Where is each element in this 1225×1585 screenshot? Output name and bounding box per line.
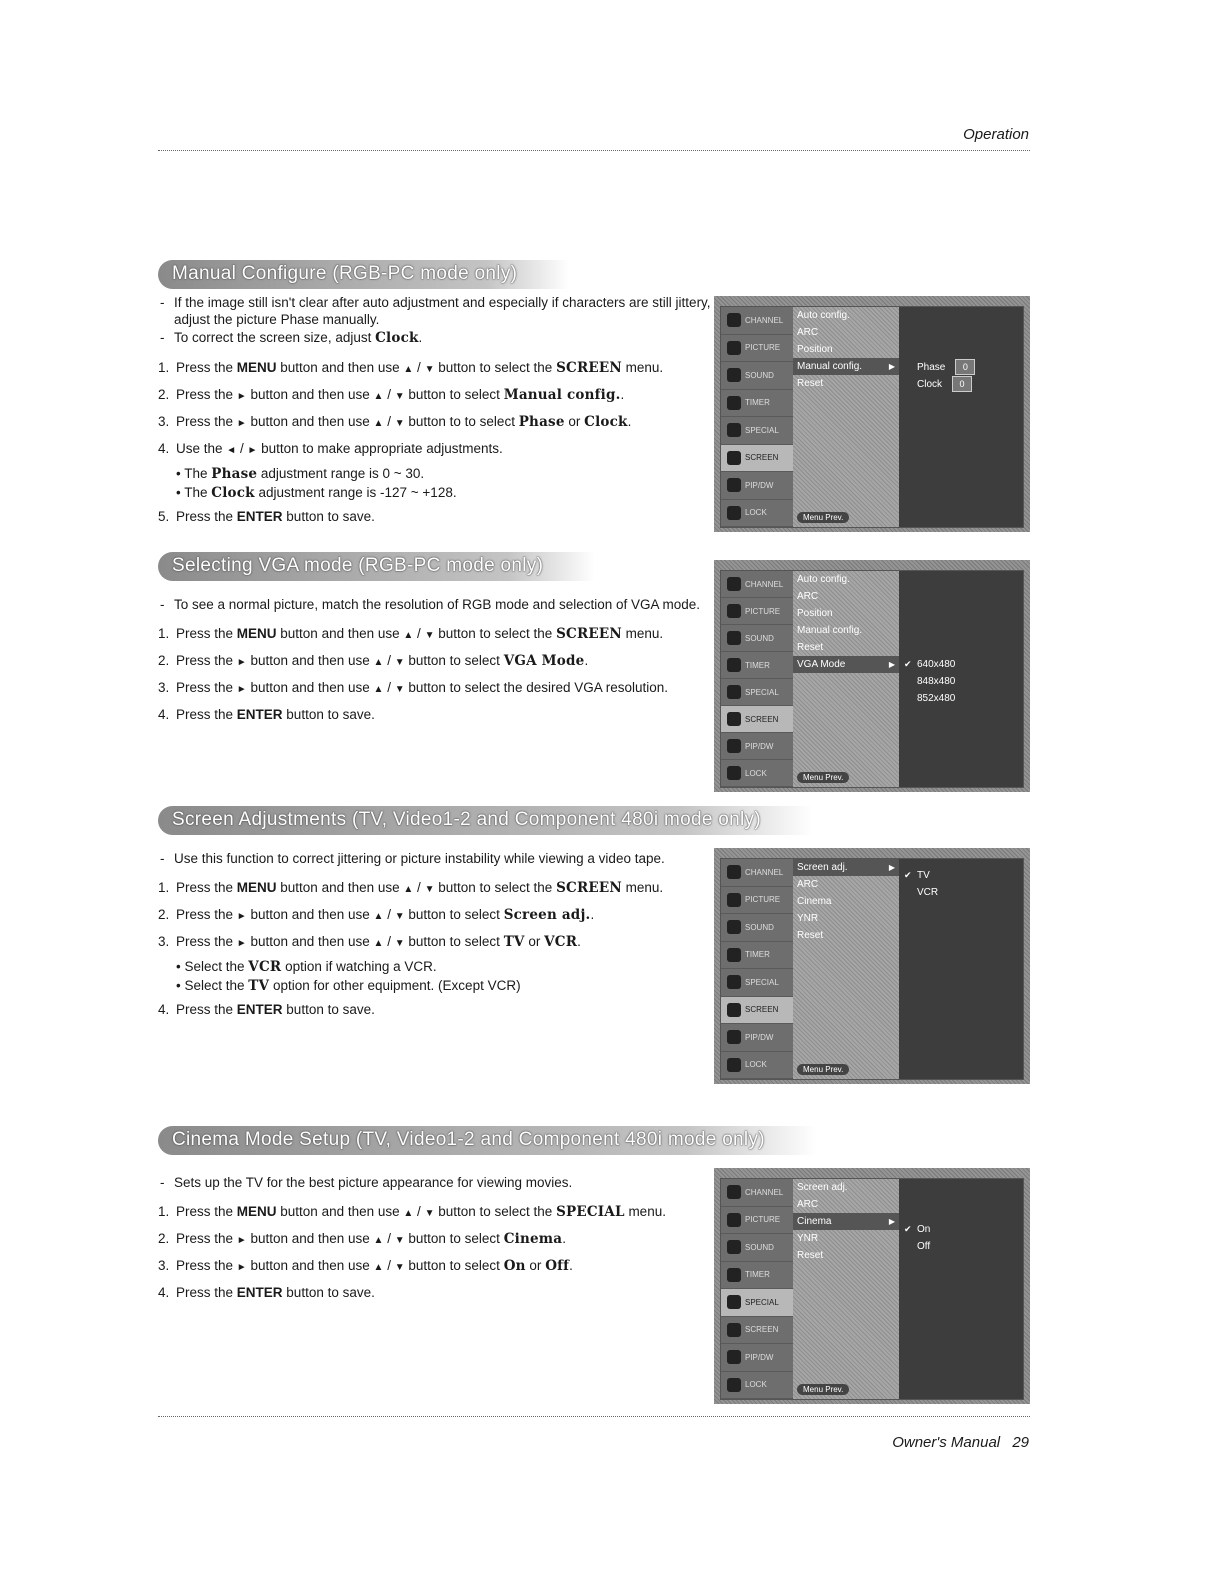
step-item: 3. Press the ► button and then use ▲ / ▼ button to select On or Off.	[158, 1258, 573, 1274]
timer-icon	[727, 1268, 741, 1282]
channel-icon	[727, 577, 741, 591]
osd-item-selected: VGA Mode ▶	[793, 656, 899, 673]
channel-icon	[727, 1185, 741, 1199]
pip-icon	[727, 1350, 741, 1364]
osd-tab-screen: SCREEN	[721, 445, 793, 473]
osd-menu-bar: Menu Prev.	[797, 1384, 849, 1395]
osd-submenu	[793, 859, 899, 1079]
section-screen-adjustments	[158, 806, 1030, 1096]
sound-icon	[727, 368, 741, 382]
osd-item-selected: Cinema ▶	[793, 1213, 899, 1230]
note-item: - To see a normal picture, match the resolution of RGB mode and selection of VGA mode.	[160, 597, 701, 612]
osd-menu-bar: Menu Prev.	[797, 772, 849, 783]
step-item: 1. Press the MENU button and then use ▲ / ▼ button to select the SPECIAL menu.	[158, 1204, 666, 1220]
osd-tab-timer: TIMER	[721, 942, 793, 970]
footer-rule	[158, 1416, 1030, 1417]
osd-item: Cinema	[797, 896, 832, 907]
header-rule	[158, 150, 1030, 151]
lock-icon	[727, 1378, 741, 1392]
step-item: 1. Press the MENU button and then use ▲ / ▼ button to select the SCREEN menu.	[158, 880, 664, 896]
osd-tab-timer: TIMER	[721, 390, 793, 418]
step-item: 4. Press the ENTER button to save.	[158, 707, 375, 722]
bullet-item: • Select the TV option for other equipment. (Except VCR)	[176, 978, 521, 994]
picture-icon	[727, 341, 741, 355]
bullet-item: • The Phase adjustment range is 0 ~ 30.	[176, 466, 425, 482]
osd-item: Reset	[797, 642, 824, 653]
osd-tab-screen: SCREEN	[721, 1317, 793, 1345]
osd-tab-pipdw: PIP/DW	[721, 733, 793, 760]
osd-item: Auto config.	[797, 310, 850, 321]
channel-icon	[727, 313, 741, 327]
pip-icon	[727, 478, 741, 492]
osd-option-848x480: 848x480	[917, 676, 956, 687]
osd-tab-sound: SOUND	[721, 625, 793, 652]
osd-item: Position	[797, 344, 833, 355]
step-item: 3. Press the ► button and then use ▲ / ▼ button to select TV or VCR.	[158, 934, 581, 950]
step-item: 2. Press the ► button and then use ▲ / ▼ button to select VGA Mode.	[158, 653, 589, 669]
osd-menu-bar: Menu Prev.	[797, 1064, 849, 1075]
osd-tab-special: SPECIAL	[721, 1289, 793, 1317]
osd-tab-channel: CHANNEL	[721, 571, 793, 598]
osd-tab-special: SPECIAL	[721, 417, 793, 445]
lock-icon	[727, 766, 741, 780]
section-title: Selecting VGA mode (RGB-PC mode only)	[158, 552, 595, 581]
osd-item: Auto config.	[797, 574, 850, 585]
step-item: 3. Press the ► button and then use ▲ / ▼ button to select the desired VGA resolution.	[158, 680, 669, 695]
osd-tab-channel: CHANNEL	[721, 859, 793, 887]
special-icon	[727, 685, 741, 699]
section-cinema-mode	[158, 1126, 1030, 1406]
osd-tab-sound: SOUND	[721, 362, 793, 390]
pip-icon	[727, 739, 741, 753]
step-item: 5. Press the ENTER button to save.	[158, 509, 375, 524]
page-number: 29	[1012, 1434, 1029, 1451]
note-item: - If the image still isn't clear after auto adjustment and especially if characters are still jittery, adjust the picture Phase manually.	[160, 295, 711, 327]
osd-cinema-menu	[714, 1168, 1030, 1404]
osd-tab-picture: PICTURE	[721, 598, 793, 625]
section-title: Manual Configure (RGB-PC mode only)	[158, 260, 569, 289]
screen-icon	[727, 712, 741, 726]
osd-item: ARC	[797, 327, 819, 338]
osd-tab-channel: CHANNEL	[721, 307, 793, 335]
osd-options	[899, 859, 1023, 1079]
step-item: 3. Press the ► button and then use ▲ / ▼ button to to select Phase or Clock.	[158, 414, 632, 430]
special-icon	[727, 1295, 741, 1309]
osd-item: Reset	[797, 930, 824, 941]
osd-item: ARC	[797, 591, 819, 602]
osd-submenu	[793, 571, 899, 787]
step-item: 1. Press the MENU button and then use ▲ / ▼ button to select the SCREEN menu.	[158, 360, 664, 376]
note-item: - To correct the screen size, adjust Clock.	[160, 330, 423, 346]
osd-tab-channel: CHANNEL	[721, 1179, 793, 1207]
osd-item: ARC	[797, 1199, 819, 1210]
channel-icon	[727, 865, 741, 879]
osd-screen-menu	[714, 296, 1030, 532]
step-item: 4. Press the ENTER button to save.	[158, 1002, 375, 1017]
osd-option-phase: Phase 0	[899, 358, 1023, 375]
osd-tab-list	[721, 571, 793, 787]
osd-tab-pipdw: PIP/DW	[721, 1344, 793, 1372]
picture-icon	[727, 893, 741, 907]
osd-options	[899, 571, 1023, 787]
osd-item: YNR	[797, 913, 819, 924]
page-header-title: Operation	[963, 126, 1029, 143]
osd-option-on: ✔ On	[899, 1221, 1023, 1238]
osd-item: Reset	[797, 1250, 824, 1261]
osd-item: ARC	[797, 879, 819, 890]
screen-icon	[727, 1323, 741, 1337]
osd-tab-sound: SOUND	[721, 1234, 793, 1262]
osd-tab-picture: PICTURE	[721, 887, 793, 915]
lock-icon	[727, 1058, 741, 1072]
step-item: 2. Press the ► button and then use ▲ / ▼ button to select Cinema.	[158, 1231, 566, 1247]
osd-item: Manual config.	[797, 625, 863, 636]
osd-options	[899, 307, 1023, 527]
osd-submenu	[793, 307, 899, 527]
osd-item-selected: Manual config. ▶	[793, 358, 899, 375]
osd-tab-pipdw: PIP/DW	[721, 1024, 793, 1052]
section-title: Screen Adjustments (TV, Video1-2 and Component 480i mode only)	[158, 806, 813, 835]
osd-vga-menu	[714, 560, 1030, 792]
section-title: Cinema Mode Setup (TV, Video1-2 and Component 480i mode only)	[158, 1126, 817, 1155]
lock-icon	[727, 506, 741, 520]
footer-manual-title: Owner's Manual	[892, 1434, 1001, 1451]
osd-item: Screen adj.	[797, 1182, 848, 1193]
osd-menu-bar: Menu Prev.	[797, 512, 849, 523]
osd-option-tv: ✔ TV	[899, 867, 1023, 884]
osd-tab-lock: LOCK	[721, 760, 793, 787]
osd-tab-pipdw: PIP/DW	[721, 472, 793, 500]
note-item: - Use this function to correct jittering or picture instability while viewing a video tape.	[160, 851, 665, 866]
section-vga-mode	[158, 552, 1030, 792]
step-item: 2. Press the ► button and then use ▲ / ▼ button to select Screen adj..	[158, 907, 595, 923]
sound-icon	[727, 631, 741, 645]
step-item: 1. Press the MENU button and then use ▲ / ▼ button to select the SCREEN menu.	[158, 626, 664, 642]
osd-item: YNR	[797, 1233, 819, 1244]
osd-tab-picture: PICTURE	[721, 1207, 793, 1235]
screen-icon	[727, 451, 741, 465]
osd-item: Reset	[797, 378, 824, 389]
sound-icon	[727, 920, 741, 934]
step-item: 4. Press the ENTER button to save.	[158, 1285, 375, 1300]
sound-icon	[727, 1240, 741, 1254]
step-item: 2. Press the ► button and then use ▲ / ▼ button to select Manual config..	[158, 387, 625, 403]
osd-tab-screen: SCREEN	[721, 997, 793, 1025]
step-item: 4. Use the ◄ / ► button to make appropriate adjustments.	[158, 441, 503, 456]
osd-tab-timer: TIMER	[721, 652, 793, 679]
osd-option-clock: Clock 0	[899, 375, 1023, 392]
section-manual-configure	[158, 260, 1030, 540]
screen-icon	[727, 1003, 741, 1017]
osd-option-off: Off	[917, 1241, 931, 1252]
osd-tab-timer: TIMER	[721, 1262, 793, 1290]
osd-option-vcr: VCR	[917, 887, 939, 898]
osd-options	[899, 1179, 1023, 1399]
osd-tab-lock: LOCK	[721, 500, 793, 528]
note-item: - Sets up the TV for the best picture appearance for viewing movies.	[160, 1175, 573, 1190]
picture-icon	[727, 1213, 741, 1227]
osd-option-640x480: ✔ 640x480	[899, 656, 1023, 673]
bullet-item: • The Clock adjustment range is -127 ~ +128.	[176, 485, 457, 501]
page-footer	[892, 1434, 1029, 1451]
special-icon	[727, 423, 741, 437]
osd-tab-special: SPECIAL	[721, 679, 793, 706]
osd-tab-sound: SOUND	[721, 914, 793, 942]
osd-tab-screen: SCREEN	[721, 706, 793, 733]
osd-tab-list	[721, 1179, 793, 1399]
osd-item-selected: Screen adj. ▶	[793, 859, 899, 876]
pip-icon	[727, 1030, 741, 1044]
osd-tab-picture: PICTURE	[721, 335, 793, 363]
timer-icon	[727, 658, 741, 672]
special-icon	[727, 975, 741, 989]
osd-submenu	[793, 1179, 899, 1399]
osd-tab-lock: LOCK	[721, 1372, 793, 1400]
osd-screen-adj-menu	[714, 848, 1030, 1084]
osd-item: Position	[797, 608, 833, 619]
osd-option-852x480: 852x480	[917, 693, 956, 704]
bullet-item: • Select the VCR option if watching a VCR.	[176, 959, 437, 975]
osd-tab-lock: LOCK	[721, 1052, 793, 1080]
timer-icon	[727, 948, 741, 962]
osd-tab-special: SPECIAL	[721, 969, 793, 997]
timer-icon	[727, 396, 741, 410]
picture-icon	[727, 604, 741, 618]
osd-tab-list	[721, 859, 793, 1079]
osd-tab-list	[721, 307, 793, 527]
